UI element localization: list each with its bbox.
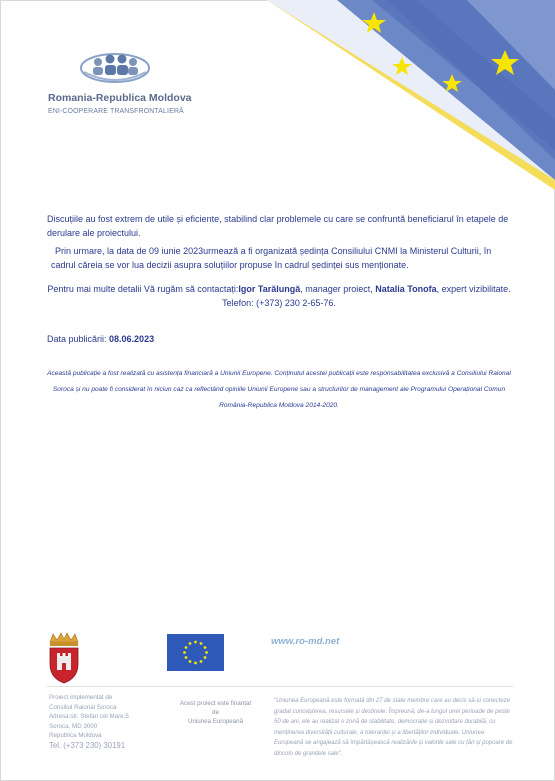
publication-date [47,332,511,346]
footer-line: Uniunea Europeană [187,718,244,725]
eu-disclaimer: Această publicație a fost realizată cu asistența financiară a Uniunii Europene. Conținutul acestei publicații este responsabilitatea exclusivă a Consiliului Raional Soroca și nu poate fi considerat în niciun caz ca reflectând opiniile Uniunii Europene sau a structurilor de management ale Programului Operațional Comun România-Republica Moldova 2014-2020. [47,370,511,409]
article-body [47,212,511,414]
footer-eu-statement: "Uniunea Europeană este formată din 27 de state membre care au decis să-și conecteze gradat cunoașterea, resursele și destinele. Împreună, de-a lungul unei perioade de peste 50 de ani, ele au realizat o zonă de stabilitate, democrație și dezvoltare durabilă, cu menținerea diversității culturale, a toleranței și a libertăților individuale. Uniunea Europeană se angajează să împărtășească realizările și valorile sale cu țări și popoare de dincolo de granițele sale". [274,698,513,757]
eu-stars-corner-graphic [267,0,555,190]
logo-title: Romania-Republica Moldova [48,92,192,104]
logo-subtitle: ENI-COOPERARE TRANSFRONTALIERĂ [48,108,184,115]
footer-divider [47,686,513,687]
eu-stars-circle-icon [167,634,224,671]
eu-flag [167,634,224,671]
paragraph-contact [47,282,511,310]
contact-name-manager: Igor Tarălungă [238,284,301,294]
contact-prefix: Pentru mai multe detalii Vă rugăm să contactați: [47,284,239,294]
footer-line: Proiect implementat de [49,694,113,701]
paragraph-meeting: Prin urmare, la data de 09 iunie 2023urmează a fi organizată ședința Consiliului CNMI la Ministerul Culturii, în cadrul căreia se vor lua decizii asupra soluțiilor propuse în cadrul ședinței sus menționate. [51,246,492,270]
footer-funding [168,699,263,726]
footer-line: Adresa:str. Ștefan cel Mare,5 [49,713,129,721]
website-link[interactable]: www.ro-md.net [271,636,340,647]
date-value: 08.06.2023 [109,334,155,344]
people-group-icon [80,48,150,88]
contact-suffix: , expert vizibilitate. Telefon: (+373) 230 2-65-76. [222,284,511,308]
footer-line: de [212,709,219,716]
footer-phone: Tel. (+373 230) 30191 [49,740,126,750]
footer-implementer [49,693,159,751]
contact-name-expert: Natalia Tonofa [375,284,437,294]
footer-line: Consiliul Raional Soroca [49,703,117,711]
contact-mid: , manager proiect, [300,284,376,294]
footer-line: Soroca, MD 3000 [49,722,98,730]
footer-line: Acest proiect este finanțat [179,700,252,707]
footer-line: Republica Moldova [49,732,102,740]
date-label: Data publicării: [47,334,110,344]
soroca-coat-of-arms-icon [47,632,81,684]
paragraph-discussions: Discuțiile au fost extrem de utile și eficiente, stabilind clar problemele cu care se confruntă beneficiarul în etapele de derulare ale proiectului. [47,214,509,238]
